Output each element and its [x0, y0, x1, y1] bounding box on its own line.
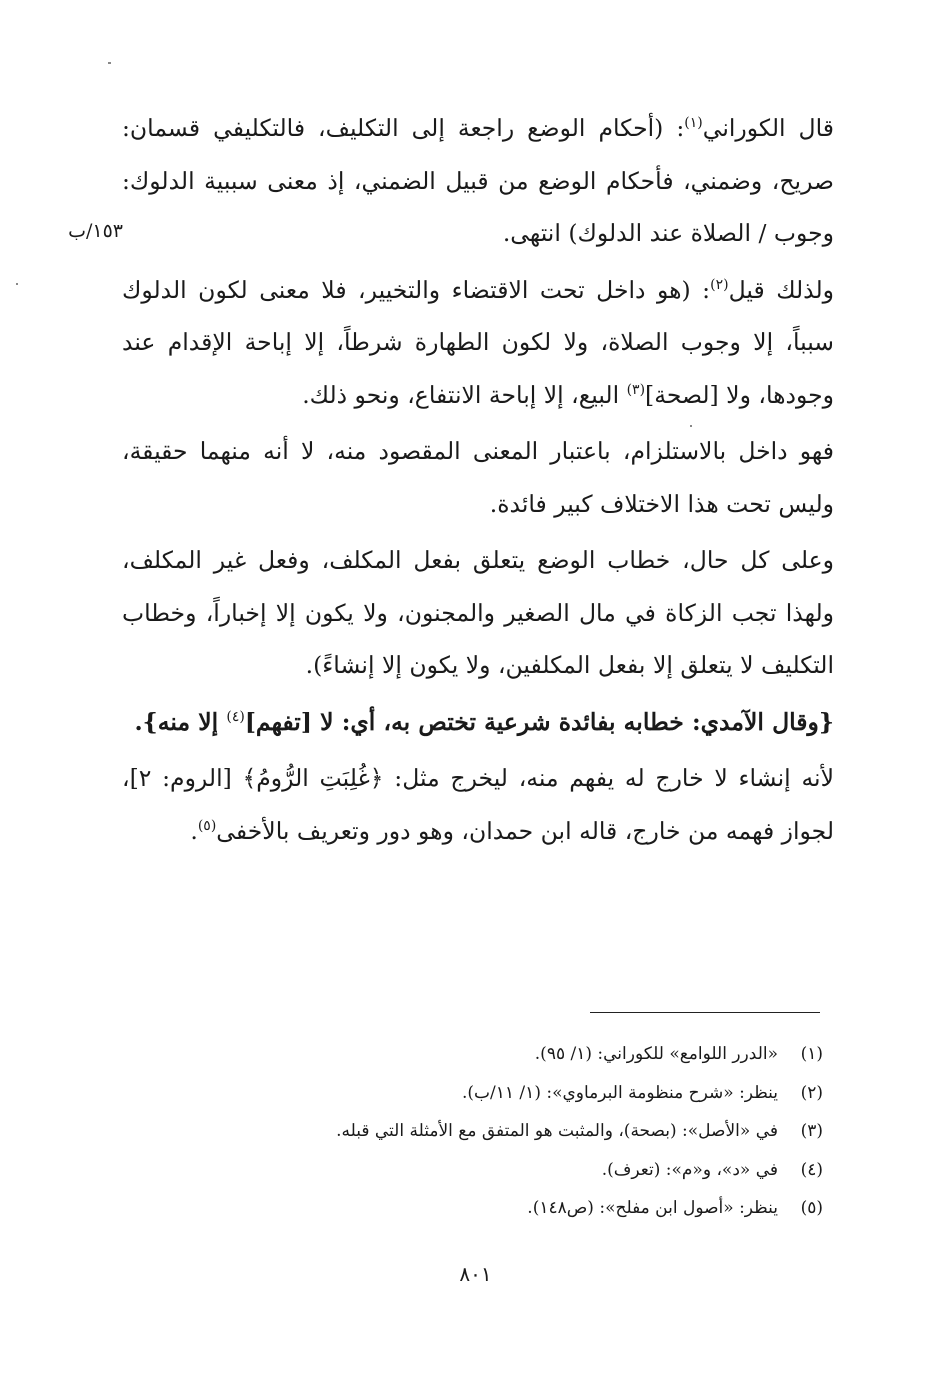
footnote-ref[interactable]: (٢): [710, 276, 729, 293]
footnote: [123, 1074, 823, 1113]
text-run-bold: {وقال الآمدي: خطابه بفائدة شرعية تختص به، أي: لا [تفهم]: [244, 707, 834, 736]
text-run: : (هو داخل تحت الاقتضاء والتخيير، فلا معنى لكون الدلوك سبباً، إلا وجوب الصلاة، ولا لكون الطهارة شرطاً، إلا إباحة الإقدام عند وجودها، ولا [لصحة]: [122, 275, 834, 409]
paragraph: [122, 696, 834, 749]
footnote: [123, 1151, 823, 1190]
footnote-number: (٤): [800, 1159, 823, 1180]
footnote-number: (١): [800, 1044, 823, 1064]
paragraph: [122, 102, 834, 260]
text-run: : (أحكام الوضع راجعة إلى التكليف، فالتكليفي قسمان: صريح، وضمني، فأحكام الوضع من قبيل الضمني، إذ معنى سببية الدلوك: وجوب / الصلاة عند الدلوك) انتهى.: [122, 114, 834, 247]
paragraph: [122, 264, 834, 422]
text-run: .: [190, 816, 198, 845]
text-run: ولذلك قيل: [728, 275, 834, 304]
scan-speck: [690, 425, 692, 427]
paragraph: [122, 752, 834, 857]
footnote-ref[interactable]: (٥): [197, 817, 217, 834]
text-run: وعلى كل حال، خطاب الوضع يتعلق بفعل المكلف، وفعل غير المكلف، ولهذا تجب الزكاة في مال الصغير والمجنون، ولا يكون إلا إخباراً، وخطاب التكليف لا يتعلق إلا بفعل المكلفين، ولا يكون إلا إنشاءً).: [122, 546, 834, 679]
text-run: البيع، إلا إباحة الانتفاع، ونحو ذلك.: [302, 380, 627, 409]
paragraph: [122, 425, 834, 530]
text-run: لأنه إنشاء لا خارج له يفهم منه، ليخرج مثل: ﴿غُلِبَتِ الرُّومُ﴾ [الروم: ٢]، لجواز فهمه من خارج، قاله ابن حمدان، وهو دور وتعريف بالأخفى: [122, 764, 834, 845]
text-run: فهو داخل بالاستلزام، باعتبار المعنى المقصود منه، لا أنه منهما حقيقة، وليس تحت هذا الاختلاف كبير فائدة.: [122, 437, 834, 518]
text-run: قال الكوراني: [702, 114, 834, 142]
footnote-text: ينظر: «أصول ابن مفلح»: (ص١٤٨).: [527, 1198, 778, 1218]
scan-speck: [16, 283, 18, 285]
text-run-bold: إلا منه}.: [134, 707, 227, 736]
main-text: [122, 102, 834, 857]
footnote: [123, 1035, 823, 1074]
footnote: [123, 1189, 823, 1228]
footnote-number: (٢): [800, 1082, 823, 1103]
footnote-ref[interactable]: (٤): [226, 708, 245, 725]
footnotes: [123, 1035, 823, 1228]
paragraph: [122, 534, 834, 692]
footnote-number: (٣): [800, 1121, 823, 1141]
footnote-separator: [590, 1012, 820, 1013]
footnote: [123, 1112, 823, 1151]
page-number: ٨٠١: [459, 1262, 492, 1286]
footnote-text: «الدرر اللوامع» للكوراني: (١/ ٩٥).: [534, 1044, 778, 1064]
manuscript-folio-marker: ١٥٣/ب: [68, 220, 123, 242]
footnote-ref[interactable]: (٣): [626, 381, 646, 398]
footnote-text: في «د»، و«م»: (تعرف).: [601, 1159, 778, 1180]
footnote-text: في «الأصل»: (بصحة)، والمثبت هو المتفق مع الأمثلة التي قبله.: [336, 1121, 778, 1141]
scan-speck: [108, 62, 111, 64]
footnote-text: ينظر: «شرح منظومة البرماوي»: (١/ ١١/ب).: [461, 1082, 778, 1103]
footnote-ref[interactable]: (١): [684, 115, 703, 132]
footnote-number: (٥): [800, 1198, 823, 1218]
